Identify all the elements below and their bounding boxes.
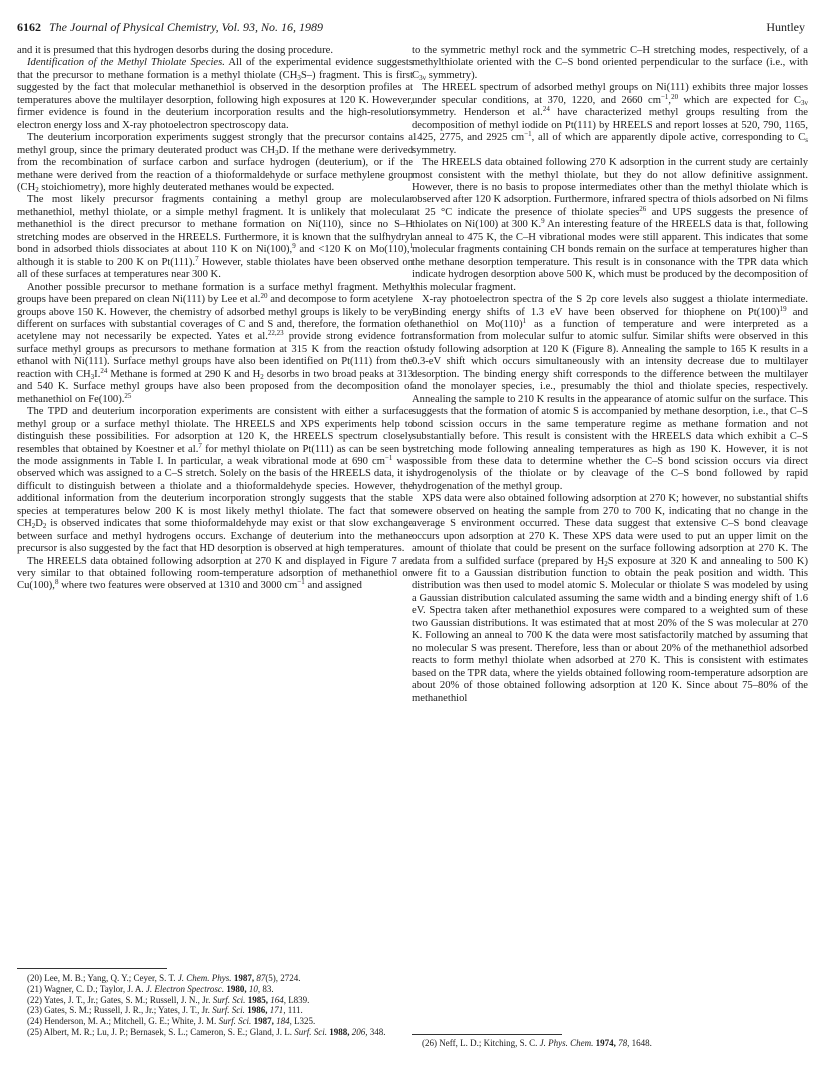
paragraph: The most likely precursor fragments containing a methyl group are molecular methanethiol, methyl thiolate, or a simple methyl fragment. It is unlikely that molecular methanethiol is the direct precursor to methane formation on Ni(110), since no S–H stretching modes are observed in the HREELS. Furthermore, it is known that the sulfhydryl bond in adsorbed thiols dissociates at about 110 K on Ni(100),$^9$ and <120 K on Mo(110),$^1$ although it is stable to 200 K on Pt(111).$^7$ However, stable thiolates have been observed on all of these surfaces at temperatures near 300 K. (17, 194, 413, 281)
left-footnotes (17, 973, 413, 1038)
running-header (17, 20, 805, 38)
footnote: (21) Wagner, C. D.; Taylor, J. A. J. Electron Spectrosc. 1980, 10, 83. (27, 983, 274, 994)
paragraph: to the symmetric methyl rock and the symmetric C–H stretching modes, respectively, of a methylthiolate oriented with the C–S bond oriented perpendicular to the surface (i.e., with $C_{3v}$ symmetry). (412, 45, 808, 82)
paragraph: XPS data were also obtained following adsorption at 270 K; however, no substantial shifts were observed on heating the sample from 270 to 700 K, indicating that no change in the average S environment occurred. These data suggest that extensive C–S bond cleavage occurs upon adsorption at 270 K. These XPS data were used to put an upper limit on the amount of thiolate that could be present on the surface following adsorption at 270 K. The data from a sulfided surface (prepared by $H_2S$ exposure at 320 K and annealing to 500 K) were fit to a Gaussian distribution function to obtain the peak position and width. This distribution was then used to model atomic S. Molecular or thiolate S was modeled by using a Gaussian distribution calculated assuming the same width and a binding energy shift of 1.6 eV. Spectra taken after methanethiol exposures were compared to a weighted sum of these two Gaussian distributions. It was estimated that at most 20% of the S was molecular at 270 K. Following an anneal to 700 K the data were most satisfactorily matched by assuming that no molecular S was present. Therefore, less than or about 20% of the methanethiol adsorbed reacts to form methyl thiolate when adsorbed at 270 K. This is consistent with estimates based on the TPR data, where the yields obtained following room-temperature adsorption are about 20% of those obtained following adsorption at 120 K. Since about 75–80% of the methanethiol (412, 493, 808, 704)
journal-citation: The Journal of Physical Chemistry, Vol. 93, No. 16, 1989 (49, 20, 323, 34)
right-column (412, 45, 808, 705)
footnote-rule (17, 968, 167, 969)
footnote: (23) Gates, S. M.; Russell, J. R., Jr.; Yates, J. T., Jr. Surf. Sci. 1986, 171, 111. (27, 1005, 303, 1016)
paragraph: and it is presumed that this hydrogen desorbs during the dosing procedure. (17, 45, 333, 56)
footnote-rule (412, 1034, 562, 1035)
footnote: (26) Neff, L. D.; Kitching, S. C. J. Phys. Chem. 1974, 78, 1648. (422, 1038, 652, 1048)
footnote: (22) Yates, J. T., Jr.; Gates, S. M.; Russell, J. N., Jr. Surf. Sci. 1985, 164, L839. (27, 994, 310, 1005)
right-footnotes (412, 1038, 808, 1049)
page-number: 6162 (17, 20, 41, 34)
paragraph: Another possible precursor to methane formation is a surface methyl fragment. Methyl groups have been prepared on clean Ni(111) by Lee et al.$^{20}$ and decompose to form acetylene groups above 150 K. However, the chemistry of adsorbed methyl groups is likely to be very different on surfaces with substantial coverages of C and S and, therefore, the formation of acetylene may not necessarily be expected. Yates et al.$^{22,23}$ provide strong evidence for surface methyl groups as precursors to methane formation at 315 K from the reaction of ethanol with Ni(111). Surface methyl groups have also been identified on Pt(111) from the reaction with $CH_3I.^{24}$ Methane is formed at 290 K and $H_2$ desorbs in two broad peaks at 313 and 540 K. Surface methyl groups have also been proposed from the decomposition of methanethiol on Fe(100).$^{25}$ (17, 281, 413, 405)
running-author: Huntley (766, 20, 805, 34)
paragraph: The TPD and deuterium incorporation experiments are consistent with either a surface methyl group or a surface methyl thiolate. The HREELS and XPS experiments help to distinguish these possibilities. For adsorption at 120 K, the HREELS spectrum closely resembles that obtained by Koestner et al.$^7$ for methyl thiolate on Pt(111) as can be seen by the mode assignments in Table I. In particular, a weak vibrational mode at 690 $cm^{-1}$ was observed which was assigned to a C–S stretch. Solely on the basis of the HREELS data, it is difficult to distinguish between a thiolate and a thioformaldehyde species. However, the additional information from the deuterium incorporation strongly suggests that the stable species at temperatures below 200 K is most likely methyl thiolate. The fact that some $CH_2D_2$ is observed indicates that some thioformaldehyde may exist or that slow exchange between surface and methyl hydrogens occurs. Exchange of deuterium into the methane precursor is also suggested by the fact that HD desorption is observed at high temperatures. (17, 406, 414, 555)
paragraph: The HREELS data obtained following 270 K adsorption in the current study are certainly most consistent with the methyl thiolate, but they do not allow definitive assignment. However, there is no basis to propose intermediates other than the methyl thiolate which is observed after 120 K adsorption. Furthermore, infrared spectra of thiols adsorbed on Ni films at 25 °C indicate the presence of thiolate species$^{26}$ and UPS suggests the presence of thiolates on Ni(100) at 300 K.$^9$ An interesting feature of the HREELS data is that, following an anneal to 475 K, the C–H vibrational modes were still apparent. This indicates that some molecular fragments containing CH bonds remain on the surface at temperatures higher than the methane desorption temperature. This result is in consonance with the TPR data which indicate hydrogen desorption above 500 K, which must be produced by the decomposition of this molecular fragment. (412, 157, 808, 293)
footnote: (20) Lee, M. B.; Yang, Q. Y.; Ceyer, S. T. J. Chem. Phys. 1987, 87(5), 2724. (27, 973, 301, 983)
section-paragraph-methyl-thiolate: Identification of the Methyl Thiolate Species. All of the experimental evidence suggests that the precursor to methane formation is a methyl thiolate $(CH_3S-)$ fragment. This is first suggested by the fact that molecular methanethiol is observed in the desorption profiles at temperatures above the multilayer desorption, following high exposures at 120 K. However, firmer evidence is found in the deuterium incorporation results and the high-resolution electron energy loss and X-ray photoelectron spectroscopy data. (17, 57, 414, 131)
paragraph: The HREELS data obtained following adsorption at 270 K and displayed in Figure 7 are very similar to that obtained following room-temperature adsorption of methanethiol on Cu(100),$^8$ where two features were observed at 1310 and 3000 $cm^{-1}$ and assigned (17, 555, 413, 592)
left-column (17, 45, 413, 593)
footnote: (25) Albert, M. R.; Lu, J. P.; Bernasek, S. L.; Cameron, S. E.; Gland, J. L. Surf. Sci. 1988, 206, 348. (27, 1026, 386, 1037)
paragraph: X-ray photoelectron spectra of the S 2p core levels also suggest a thiolate intermediate. Binding energy shifts of 1.3 eV have been observed for thiophene on $Pt(100)^{19}$ and ethanethiol on $Mo(110)^1$ as a function of temperature and were interpreted as a transformation from molecular sulfur to atomic sulfur. Similar shifts were observed in this study following adsorption at 120 K (Figure 8). Annealing the sample to 165 K results in a 0.3-eV shift which occurs simultaneously with an intensity decrease due to multilayer desorption. The binding energy shift corresponds to the difference between the multilayer and the monolayer species, i.e., presumably the thiol and thiolate species, respectively. Annealing the sample to 210 K results in the appearance of atomic sulfur on the surface. This suggests that the formation of atomic S is accompanied by methane desorption, i.e., that C–S bond scission occurs in the same temperature regime as methane formation and not substantially before. This result is consistent with the HREELS data which exhibit a C–S stretching mode following annealing temperatures as high as 190 K. However, it is not possible from these data to determine whether the C–S bond scission occurs via direct hydrogenolysis of the thiolate or by cleavage of the C–S bond followed by rapid hydrogenation of the methyl group. (412, 294, 808, 492)
footnote: (24) Henderson, M. A.; Mitchell, G. E.; White, J. M. Surf. Sci. 1987, 184, L325. (27, 1016, 316, 1027)
paragraph: The deuterium incorporation experiments suggest strongly that the precursor contains a methyl group, since the primary deuterated product was $CH_3D$. If the methane were derived from the recombination of surface carbon and surface hydrogen (deuterium), or if the methane were derived from the reaction of a thioformaldehyde or surface methylene group ($CH_2$ stoichiometry), more highly deuterated methanes would be expected. (17, 132, 413, 194)
paragraph: The HREEL spectrum of adsorbed methyl groups on Ni(111) exhibits three major losses under specular conditions, at 370, 1220, and 2660 $cm^{-1},^{20}$ which are expected for $C_{3v}$ symmetry. Henderson et al.$^{24}$ have characterized methyl groups resulting from the decomposition of methyl iodide on Pt(111) by HREELS and report losses at 520, 790, 1165, 1425, 2775, and 2925 $cm^{-1}$, all of which are apparently dipole active, corresponding to $C_s$ symmetry. (412, 82, 809, 156)
